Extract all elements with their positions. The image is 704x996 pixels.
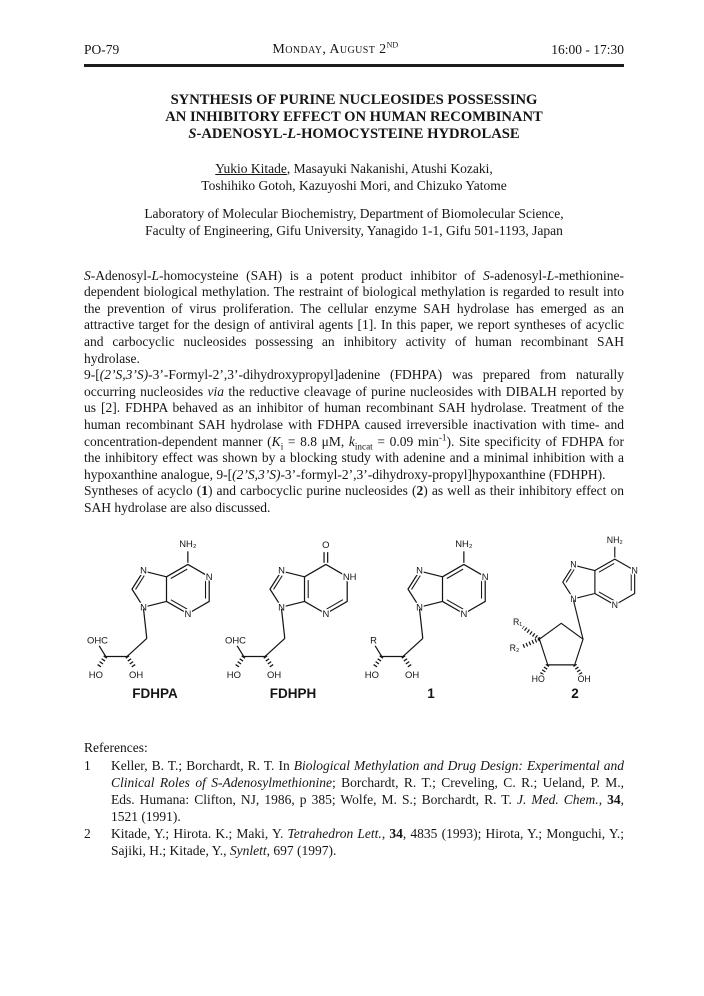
atom-label-n1: N: [631, 565, 638, 576]
session-time: 16:00 - 17:30: [551, 42, 624, 57]
fdhpa-structure: [86, 533, 224, 701]
purine-base: [132, 539, 213, 620]
fdhph-caption: FDHPH: [269, 685, 317, 701]
paper-title: [84, 92, 624, 144]
atom-label-oh: OH: [267, 669, 282, 681]
session-date-ordinal: ND: [386, 40, 399, 50]
compound-1-structure: [362, 533, 500, 701]
atom-label-ho: HO: [226, 669, 241, 681]
compound-1-caption: 1: [427, 685, 435, 701]
atom-label-amine: NH₂: [179, 538, 197, 550]
atom-label-oh: OH: [405, 669, 420, 681]
session-header: [84, 42, 624, 67]
atom-label-n1: N: [205, 571, 213, 583]
paper-title-line2: AN INHIBITORY EFFECT ON HUMAN RECOMBINANT: [165, 109, 543, 126]
affiliation-line2: Faculty of Engineering, Gifu University, Yanagido 1-1, Gifu 501-1193, Japan: [145, 222, 563, 238]
compound-1-drawing: [362, 533, 500, 683]
fdhpa-caption: FDHPA: [132, 685, 178, 701]
atom-label-n1: N: [481, 571, 489, 583]
affiliation: [84, 205, 624, 239]
atom-label-r: R: [370, 634, 377, 646]
atom-label-ho: HO: [88, 669, 103, 681]
cyclopentane-ring: [510, 600, 591, 683]
atom-label-n7: N: [416, 565, 423, 577]
atom-label-oh: OH: [577, 673, 591, 683]
atom-label-n3: N: [611, 599, 618, 610]
atom-label-r2: R₂: [509, 642, 520, 653]
reference-number: 1: [84, 757, 91, 773]
atom-label-n3: N: [184, 608, 192, 620]
reference-number: 2: [84, 825, 91, 841]
paper-title-line3: S-ADENOSYL-L-HOMOCYSTEINE HYDROLASE: [188, 126, 520, 143]
reference-item-2: [84, 825, 624, 859]
acyclic-chain: [225, 608, 285, 680]
fdhph-drawing: [224, 533, 362, 683]
atom-label-n9: N: [278, 601, 285, 613]
acyclic-chain: [365, 608, 423, 680]
session-date: [272, 42, 398, 58]
atom-label-n7: N: [140, 565, 147, 577]
atom-label-n9: N: [416, 601, 423, 613]
atom-label-formyl: OHC: [225, 634, 246, 646]
atom-label-n3: N: [460, 608, 468, 620]
atom-label-oxo: O: [322, 539, 330, 551]
abstract-paragraph-1: S-Adenosyl-L-homocysteine (SAH) is a potent product inhibitor of S-adenosyl-L-methionine-dependent biological methylation. The restraint of biological methylation is regarded to result into the prevention of virus proliferation. The cellular enzyme SAH hydrolase has emerged as an attractive target for the design of antiviral agents [1]. In this paper, we report syntheses of acyclic and carbocyclic nucleosides possessing an inhibitory activity of human recombinant SAH hydrolase.: [84, 267, 624, 366]
atom-label-oh: OH: [129, 669, 144, 681]
purine-base: [408, 539, 489, 620]
compound-2-drawing: [500, 530, 650, 683]
abstract-paragraph-3: Syntheses of acyclo (1) and carbocyclic purine nucleosides (2) as well as their inhibitory effect on SAH hydrolase are also discussed.: [84, 483, 624, 515]
fdhph-structure: [224, 533, 362, 701]
structures-figure: [84, 530, 638, 701]
atom-label-n7: N: [278, 565, 285, 577]
references-section: [84, 739, 624, 859]
atom-label-formyl: OHC: [87, 634, 108, 646]
purine-base: [270, 540, 357, 620]
atom-label-n1h: NH: [342, 571, 357, 583]
atom-label-n9: N: [140, 601, 147, 613]
references-heading: References:: [84, 739, 148, 755]
purine-base: [563, 535, 638, 610]
atom-label-n7: N: [570, 559, 577, 570]
atom-label-ho: HO: [364, 669, 379, 681]
fdhpa-drawing: [86, 533, 224, 683]
atom-label-r1: R₁: [512, 616, 523, 627]
paper-title-line1: SYNTHESIS OF PURINE NUCLEOSIDES POSSESSING: [170, 92, 538, 108]
acyclic-chain: [87, 608, 147, 680]
compound-2-caption: 2: [571, 685, 579, 701]
atom-label-n3: N: [322, 608, 330, 620]
session-date-main: Monday, August 2: [272, 42, 387, 57]
abstract-paragraph-2: 9-[(2’S,3’S)-3’-Formyl-2’,3’-dihydroxypropyl]adenine (FDHPA) was prepared from naturally occurring nucleosides via the reductive cleavage of purine nucleosides with DIBALH reported by us [2]. FDHPA behaved as an inhibitor of human recombinant SAH hydrolase. Treatment of the human recombinant SAH hydrolase with FDHPA caused irreversible inactivation with time- and concentration-dependent manner ($K_i = 8.8$ μM, $k_{incat} = 0.09$ $\min^{-1}$). Site specificity of FDHPA for the inhibitory effect was shown by a blocking study with adenine and a minimal inhibition with a hypoxanthine analogue, 9-[(2’S,3’S)-3’-formyl-2’,3’-dihydroxy-propyl]hypoxanthine (FDHPH).: [84, 367, 624, 482]
abstract-body: [84, 268, 624, 517]
reference-text: Kitade, Y.; Hirota. K.; Maki, Y. Tetrahedron Lett., 34, 4835 (1993); Hirota, Y.; Monguchi, Y.; Sajiki, H.; Kitade, Y., Synlett, 697 (1997).: [111, 825, 624, 858]
atom-label-amine: NH₂: [455, 538, 473, 550]
author-list: [84, 160, 624, 194]
author-list-line2: Toshihiko Gotoh, Kazuyoshi Mori, and Chizuko Yatome: [201, 177, 507, 193]
atom-label-amine: NH₂: [606, 534, 623, 545]
atom-label-ho: HO: [531, 673, 545, 683]
compound-2-structure: [500, 530, 650, 701]
session-code: PO-79: [84, 42, 120, 57]
reference-item-1: [84, 757, 624, 825]
affiliation-line1: Laboratory of Molecular Biochemistry, Department of Biomolecular Science,: [144, 205, 564, 221]
author-list-line1: Yukio Kitade, Masayuki Nakanishi, Atushi Kozaki,: [215, 160, 493, 176]
reference-text: Keller, B. T.; Borchardt, R. T. In Biological Methylation and Drug Design: Experimental and Clinical Roles of S-Adenosylmethionine; Borchardt, R. T.; Creveling, C. R.; Ueland, P. M., Eds. Humana: Clifton, NJ, 1986, p 385; Wolfe, M. S.; Borchardt, R. T. J. Med. Chem., 34, 1521 (1991).: [111, 757, 625, 824]
atom-label-n9: N: [570, 593, 577, 604]
